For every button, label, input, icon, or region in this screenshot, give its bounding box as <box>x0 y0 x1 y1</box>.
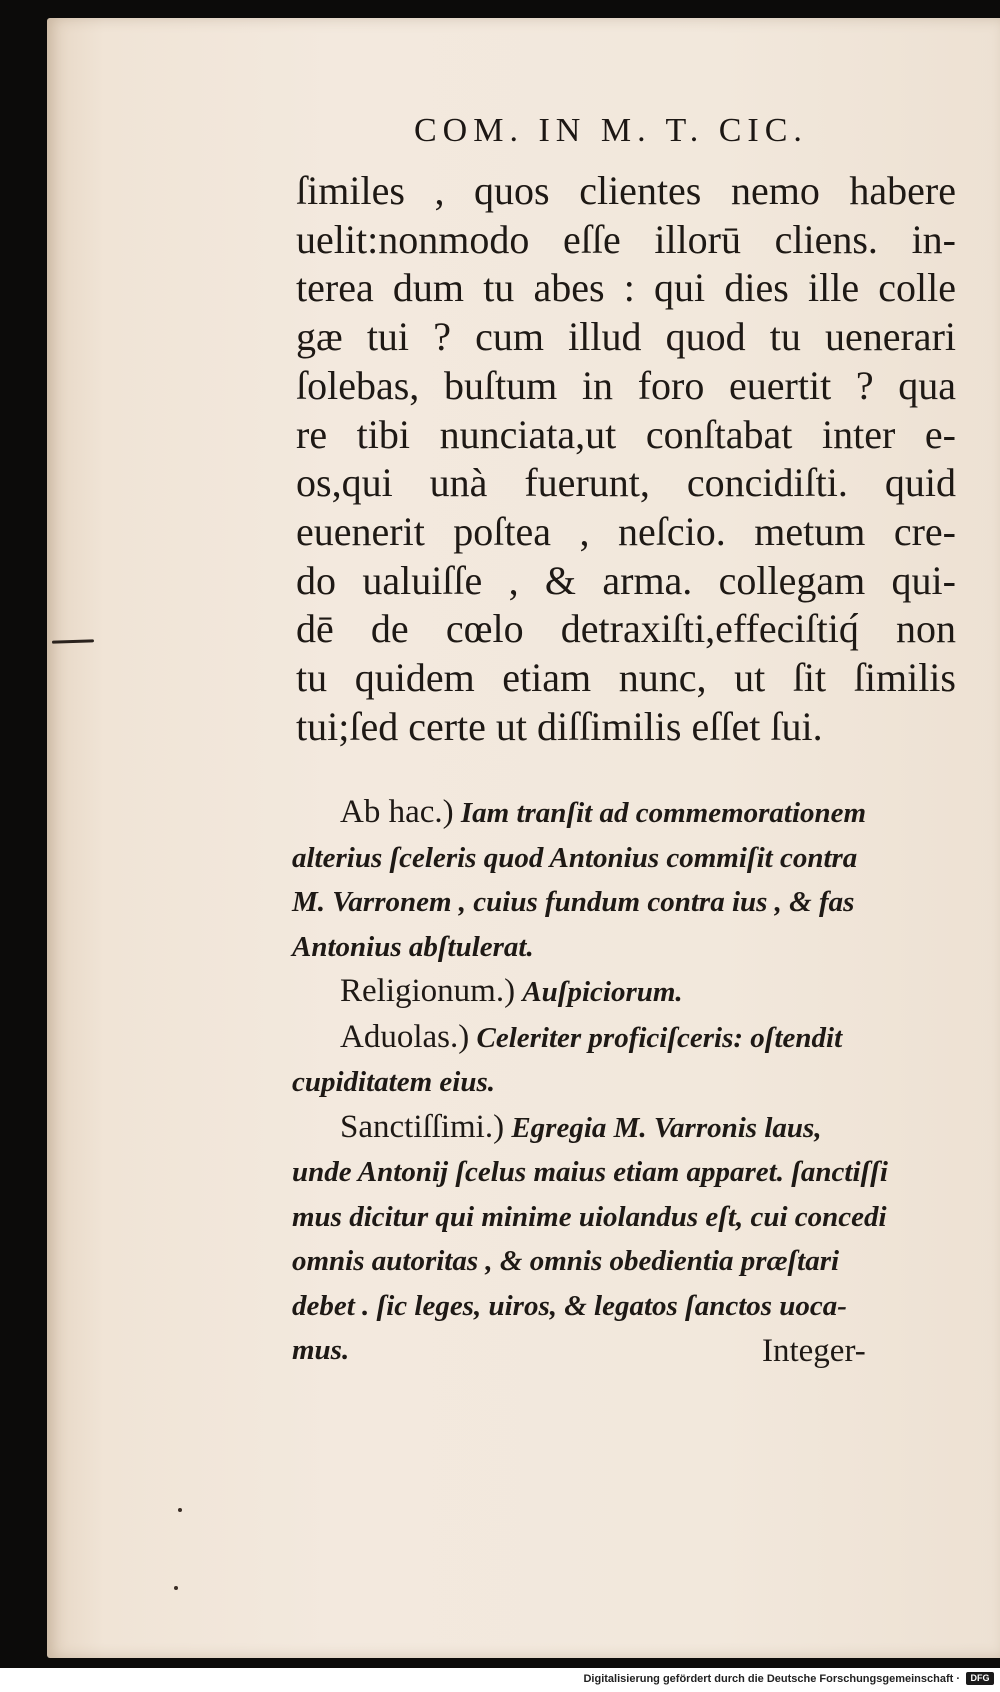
main-text-line: gæ tui ? cum illud quod tu uenerari <box>296 314 956 360</box>
commentary-gloss-line: M. Varronem , cuius fundum contra ius , & fas <box>292 886 855 918</box>
dfg-logo: DFG <box>966 1672 994 1685</box>
commentary-lemma: Sanctiſſimi.) <box>340 1108 505 1145</box>
main-text-line: re tibi nunciata,ut conſtabat inter e- <box>296 411 956 457</box>
commentary-lemma: Aduolas.) <box>340 1018 470 1055</box>
commentary-lemma: Ab hac.) <box>340 794 454 830</box>
commentary-gloss-line: Antonius abſtulerat. <box>292 930 534 963</box>
commentary-gloss-line: cupiditatem eius. <box>292 1066 495 1098</box>
main-text-line: euenerit poſtea , neſcio. metum cre- <box>296 508 956 554</box>
commentary-gloss-line: alterius ſceleris quod Antonius commiſit contra <box>292 841 858 874</box>
running-head: COM. IN M. T. CIC. <box>414 112 808 149</box>
main-text-line: os,qui unà fuerunt, concidiſti. quid <box>296 460 956 506</box>
main-text-line: dē de cœlo detraxiſti,effeciſtiq́ non <box>296 606 956 652</box>
commentary-block <box>292 790 948 1373</box>
footer-credit: Digitalisierung gefördert durch die Deutsche Forschungsgemeinschaft · <box>583 1673 960 1685</box>
commentary-gloss-line: Auſpiciorum. <box>522 976 683 1008</box>
main-text-line: do ualuiſſe , & arma. collegam qui- <box>296 557 956 603</box>
main-text-line: tu quidem etiam nunc, ut ſit ſimilis <box>296 655 956 701</box>
commentary-entry <box>292 969 948 1015</box>
commentary-gloss-line: mus. <box>292 1334 350 1366</box>
commentary-entry <box>292 1015 948 1105</box>
main-text-line: tui;ſed certe ut diſſimilis eſſet ſui. <box>296 703 823 749</box>
main-text-line: uelit:nonmodo eſſe illorū cliens. in- <box>296 216 956 262</box>
commentary-entry <box>292 790 948 969</box>
commentary-gloss-line: Celeriter proficiſceris: oſtendit <box>476 1021 843 1054</box>
catchword: Integer- <box>762 1333 866 1369</box>
commentary-gloss-line: mus dicitur qui minime uiolandus eſt, cui concedi <box>292 1200 887 1233</box>
main-text-block <box>296 167 956 751</box>
commentary-gloss-line: omnis autoritas , & omnis obedientia præſtari <box>292 1245 840 1277</box>
main-text-line: ſolebas, buſtum in foro euertit ? qua <box>296 362 956 408</box>
commentary-lemma: Religionum.) <box>340 973 516 1009</box>
commentary-gloss-line: debet . ſic leges, uiros, & legatos ſanctos uoca- <box>292 1289 847 1322</box>
paper-speck <box>178 1508 182 1512</box>
main-text-line: ſimiles , quos clientes nemo habere <box>296 168 956 213</box>
main-text-line: terea dum tu abes : qui dies ille colle <box>296 265 956 311</box>
commentary-gloss-line: unde Antonij ſcelus maius etiam apparet. ſanctiſſi <box>292 1156 888 1188</box>
paper-speck <box>174 1586 178 1590</box>
commentary-gloss-line: Egregia M. Varronis laus, <box>511 1111 822 1144</box>
commentary-gloss-line: Iam tranſit ad commemorationem <box>460 797 867 829</box>
